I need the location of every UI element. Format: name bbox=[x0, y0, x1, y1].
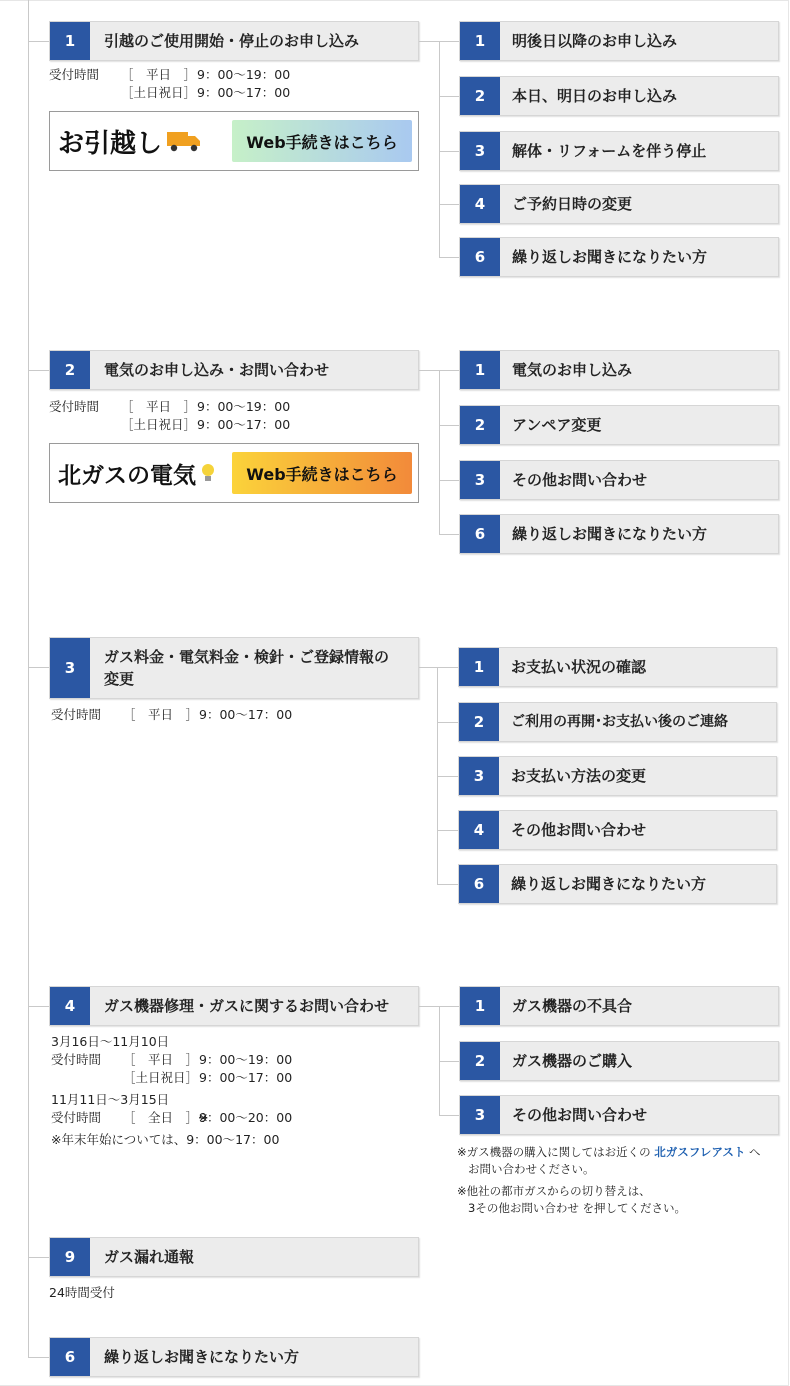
hours-time: 9：00〜17：00 bbox=[197, 85, 291, 100]
hours-day-type: ［土日祝日］ bbox=[121, 85, 197, 100]
trunk-branch-9 bbox=[28, 1257, 49, 1258]
branch-tick bbox=[437, 667, 458, 668]
menu-number: 2 bbox=[459, 703, 499, 741]
branch-connector bbox=[419, 667, 437, 668]
menu-number: 6 bbox=[459, 865, 499, 903]
section-1-hours bbox=[49, 66, 290, 102]
hours-label: 受付時間 bbox=[49, 67, 100, 82]
note-text: 3その他お問い合わせ を押してください。 bbox=[468, 1201, 686, 1215]
menu-number: 3 bbox=[459, 757, 499, 795]
menu-number: 3 bbox=[460, 132, 500, 170]
menu-number: 2 bbox=[460, 1042, 500, 1080]
banner-brand-text: お引越し bbox=[58, 128, 163, 159]
branch-tick bbox=[439, 370, 459, 371]
menu-label: 繰り返しお聞きになりたい方 bbox=[104, 1348, 300, 1366]
note-1 bbox=[457, 1144, 787, 1161]
hours-time: 9：00〜19：00 bbox=[199, 1052, 293, 1067]
hours-label bbox=[49, 84, 121, 102]
menu-label: 電気のお申し込み bbox=[512, 361, 633, 379]
branch-spine bbox=[439, 370, 440, 534]
branch-tick bbox=[437, 722, 458, 723]
banner-brand bbox=[58, 457, 217, 490]
hours-text: 24時間受付 bbox=[49, 1285, 115, 1300]
hours-label: 受付時間 bbox=[51, 707, 102, 722]
branch-connector bbox=[419, 41, 439, 42]
section-9-hours bbox=[49, 1284, 115, 1302]
menu-label: ご予約日時の変更 bbox=[512, 195, 633, 213]
menu-label: お支払い方法の変更 bbox=[511, 767, 647, 785]
banner-brand-text: 北ガスの電気 bbox=[58, 462, 196, 489]
note-text: ※ガス機器の購入に関してはお近くの bbox=[457, 1145, 651, 1159]
menu-label: お支払い状況の確認 bbox=[511, 658, 647, 676]
section-3-hours bbox=[51, 706, 292, 724]
hours-label bbox=[49, 416, 121, 434]
branch-tick bbox=[439, 480, 459, 481]
menu-number: 1 bbox=[460, 22, 500, 60]
section-2-hours bbox=[49, 398, 290, 434]
trunk-branch-3 bbox=[28, 667, 49, 668]
branch-tick bbox=[439, 534, 459, 535]
menu-1-move-start-stop[interactable] bbox=[49, 21, 419, 61]
hours-note: ※年末年始については、9：00〜17：00 bbox=[51, 1132, 280, 1147]
menu-2-electricity[interactable] bbox=[49, 350, 419, 390]
hours-day-type: ［ 平日 ］ bbox=[123, 707, 199, 722]
electricity-web-banner[interactable] bbox=[49, 443, 419, 503]
menu-number: 9 bbox=[50, 1238, 90, 1276]
branch-tick bbox=[439, 425, 459, 426]
menu-number: 6 bbox=[50, 1338, 90, 1376]
menu-3-2[interactable] bbox=[458, 702, 777, 742]
menu-label: その他お問い合わせ bbox=[512, 1106, 648, 1124]
branch-tick bbox=[437, 830, 458, 831]
menu-number: 1 bbox=[50, 22, 90, 60]
tree-trunk-line bbox=[28, 0, 29, 1358]
menu-2-3[interactable] bbox=[459, 460, 779, 500]
banner-brand bbox=[58, 123, 202, 160]
menu-number: 1 bbox=[460, 987, 500, 1025]
menu-4-1[interactable] bbox=[459, 986, 779, 1026]
menu-label: 繰り返しお聞きになりたい方 bbox=[512, 248, 708, 266]
menu-label: ガス機器修理・ガスに関するお問い合わせ bbox=[104, 997, 390, 1015]
menu-label: 本日、明日のお申し込み bbox=[512, 87, 678, 105]
menu-3-billing[interactable] bbox=[49, 637, 419, 699]
flearst-link[interactable]: 北ガスフレアスト bbox=[654, 1145, 746, 1159]
branch-tick bbox=[439, 204, 459, 205]
menu-label: 解体・リフォームを伴う停止 bbox=[512, 142, 707, 160]
branch-spine bbox=[439, 41, 440, 257]
note-text: へ bbox=[749, 1145, 761, 1159]
note-text: お問い合わせください。 bbox=[468, 1162, 595, 1176]
branch-tick bbox=[439, 1061, 459, 1062]
menu-label: 電気のお申し込み・お問い合わせ bbox=[104, 361, 330, 379]
menu-3-4[interactable] bbox=[458, 810, 777, 850]
branch-connector bbox=[419, 1006, 439, 1007]
menu-label: 繰り返しお聞きになりたい方 bbox=[511, 875, 707, 893]
menu-number: 2 bbox=[460, 406, 500, 444]
menu-1-1[interactable] bbox=[459, 21, 779, 61]
menu-label: その他お問い合わせ bbox=[512, 471, 648, 489]
menu-number: 4 bbox=[460, 185, 500, 223]
menu-label: 明後日以降のお申し込み bbox=[512, 32, 678, 50]
menu-1-2[interactable] bbox=[459, 76, 779, 116]
branch-connector bbox=[419, 370, 439, 371]
branch-tick bbox=[439, 96, 459, 97]
menu-number: 6 bbox=[460, 515, 500, 553]
menu-label: ガス漏れ通報 bbox=[104, 1248, 195, 1266]
truck-icon bbox=[166, 129, 202, 153]
menu-label: ガス機器の不具合 bbox=[512, 997, 633, 1015]
menu-9-gas-leak[interactable] bbox=[49, 1237, 419, 1277]
menu-number: 3 bbox=[460, 1096, 500, 1134]
menu-3-6[interactable] bbox=[458, 864, 777, 904]
section-4-hours bbox=[51, 1033, 292, 1149]
lightbulb-icon bbox=[199, 461, 217, 485]
moving-web-banner[interactable] bbox=[49, 111, 419, 171]
menu-label: その他お問い合わせ bbox=[511, 821, 647, 839]
note-text: ※他社の都市ガスからの切り替えは、 bbox=[457, 1184, 651, 1198]
menu-number: 2 bbox=[460, 77, 500, 115]
banner-cta: Web手続きはこちら bbox=[232, 452, 412, 494]
menu-3-1[interactable] bbox=[458, 647, 777, 687]
trunk-branch-1 bbox=[28, 41, 49, 42]
period-label: 11月11日〜3月15日 bbox=[51, 1092, 170, 1107]
menu-number: 3 bbox=[50, 638, 90, 698]
hours-day-type: ［ 平日 ］ bbox=[123, 1052, 199, 1067]
branch-tick bbox=[437, 884, 458, 885]
hours-time: 9：00〜17：00 bbox=[199, 707, 293, 722]
banner-cta: Web手続きはこちら bbox=[232, 120, 412, 162]
hours-time: 9：00〜17：00 bbox=[199, 1070, 293, 1085]
menu-1-6[interactable] bbox=[459, 237, 779, 277]
section-4-notes bbox=[457, 1144, 787, 1217]
hours-time: 9：00〜17：00 bbox=[197, 417, 291, 432]
menu-4-2[interactable] bbox=[459, 1041, 779, 1081]
menu-number: 6 bbox=[460, 238, 500, 276]
menu-number: 3 bbox=[460, 461, 500, 499]
hours-time: 9：00〜19：00 bbox=[197, 67, 291, 82]
trunk-branch-6 bbox=[28, 1357, 49, 1358]
hours-day-type: ［土日祝日］ bbox=[121, 417, 197, 432]
menu-2-6[interactable] bbox=[459, 514, 779, 554]
menu-number: 2 bbox=[50, 351, 90, 389]
branch-tick bbox=[439, 1115, 459, 1116]
menu-4-gas-appliance[interactable] bbox=[49, 986, 419, 1026]
branch-tick bbox=[439, 257, 459, 258]
branch-tick bbox=[439, 151, 459, 152]
hours-day-type: ［土日祝日］ bbox=[123, 1070, 199, 1085]
trunk-branch-4 bbox=[28, 1006, 49, 1007]
menu-label: ガス機器のご購入 bbox=[512, 1052, 633, 1070]
hours-label: 受付時間 bbox=[51, 1110, 102, 1125]
menu-number: 1 bbox=[459, 648, 499, 686]
menu-1-4[interactable] bbox=[459, 184, 779, 224]
hours-day-type: ［ 平日 ］ bbox=[121, 67, 197, 82]
branch-tick bbox=[439, 1006, 459, 1007]
menu-label: ガス料金・電気料金・検針・ご登録情報の変更 bbox=[104, 648, 390, 688]
menu-4-3[interactable] bbox=[459, 1095, 779, 1135]
trunk-branch-2 bbox=[28, 370, 49, 371]
menu-number: 4 bbox=[459, 811, 499, 849]
menu-2-2[interactable] bbox=[459, 405, 779, 445]
menu-label: アンペア変更 bbox=[512, 416, 602, 434]
menu-label: ご利用の再開･お支払い後のご連絡 bbox=[511, 714, 728, 730]
hours-label: 受付時間 bbox=[49, 399, 100, 414]
period-label: 3月16日〜11月10日 bbox=[51, 1034, 170, 1049]
hours-label: 受付時間 bbox=[51, 1052, 102, 1067]
hours-time: 9：00〜20：00 bbox=[199, 1110, 293, 1125]
hours-time: 9：00〜19：00 bbox=[197, 399, 291, 414]
menu-label: 引越のご使用開始・停止のお申し込み bbox=[104, 32, 360, 50]
menu-1-3[interactable] bbox=[459, 131, 779, 171]
branch-tick bbox=[439, 41, 459, 42]
menu-3-3[interactable] bbox=[458, 756, 777, 796]
menu-number: 1 bbox=[460, 351, 500, 389]
menu-6-repeat[interactable] bbox=[49, 1337, 419, 1377]
hours-label bbox=[51, 1069, 123, 1087]
menu-number: 4 bbox=[50, 987, 90, 1025]
menu-2-1[interactable] bbox=[459, 350, 779, 390]
hours-day-type: ［ 全日 ］※ bbox=[123, 1110, 209, 1125]
branch-tick bbox=[437, 776, 458, 777]
hours-day-type: ［ 平日 ］ bbox=[121, 399, 197, 414]
menu-label: 繰り返しお聞きになりたい方 bbox=[512, 525, 708, 543]
